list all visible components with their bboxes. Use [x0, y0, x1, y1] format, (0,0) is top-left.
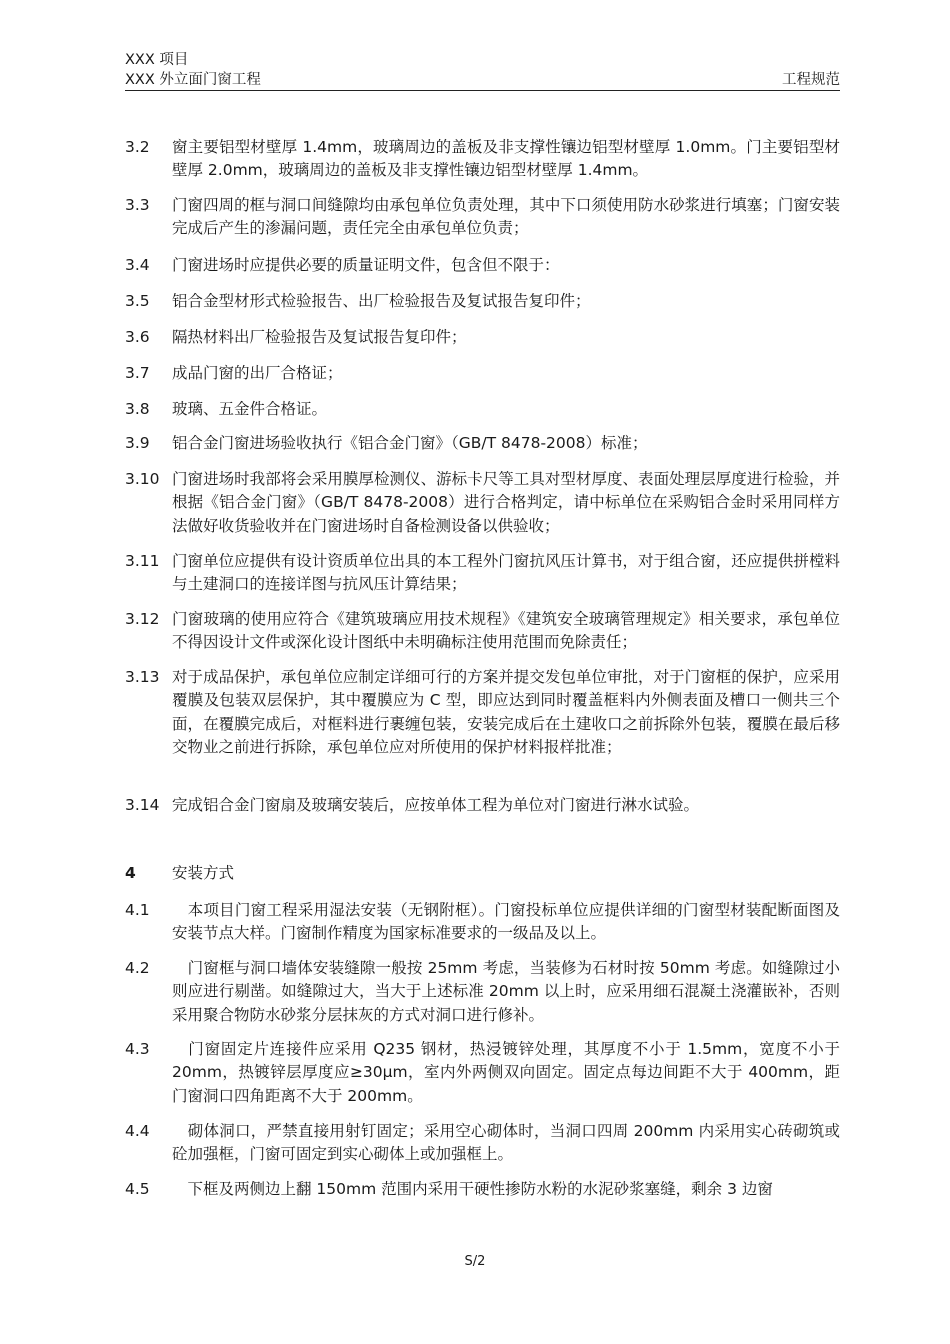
clause-number: 4.3	[125, 1040, 150, 1058]
clause-number: 3.5	[125, 292, 150, 310]
header-doc-type: 工程规范	[782, 72, 840, 88]
clause-text: 门窗固定片连接件应采用 Q235 钢材，热浸镀锌处理，其厚度不小于 1.5mm，宽度不小于 20mm，热镀锌层厚度应≥30μm，室内外两侧双向固定。固定点每边间距不大于 400mm，距门窗洞口四角距离不大于 200mm。	[172, 1040, 840, 1105]
clause-number: 3.14	[125, 796, 160, 814]
clause-number: 3.4	[125, 256, 150, 274]
clause-text: 完成铝合金门窗扇及玻璃安装后，应按单体工程为单位对门窗进行淋水试验。	[172, 796, 700, 814]
clause-number: 4.2	[125, 959, 150, 977]
clause-text: 门窗框与洞口墙体安装缝隙一般按 25mm 考虑，当装修为石材时按 50mm 考虑。如缝隙过小则应进行剔凿。如缝隙过大，当大于上述标准 20mm 以上时，应采用细石混凝土浇灌嵌补，否则采用聚合物防水砂浆分层抹灰的方式对洞口进行修补。	[172, 959, 840, 1024]
clause-number: 3.2	[125, 138, 150, 156]
clause-number: 3.7	[125, 364, 150, 382]
clause-number: 3.10	[125, 470, 160, 488]
clause-text: 玻璃、五金件合格证。	[172, 400, 328, 418]
clause-text: 对于成品保护，承包单位应制定详细可行的方案并提交发包单位审批，对于门窗框的保护，应采用覆膜及包装双层保护，其中覆膜应为 C 型，即应达到同时覆盖框料内外侧表面及槽口一侧共三个面，在覆膜完成后，对框料进行裹缠包装，安装完成后在土建收口之前拆除外包装，覆膜在最后移交物业之前进行拆除，承包单位应对所使用的保护材料报样批准；	[172, 668, 840, 756]
clause-number: 4.1	[125, 901, 150, 919]
header-subtitle: XXX 外立面门窗工程	[125, 72, 261, 88]
header-project: XXX 项目	[125, 52, 189, 68]
clause-number: 3.13	[125, 668, 160, 686]
clause-text: 门窗进场时我部将会采用膜厚检测仪、游标卡尺等工具对型材厚度、表面处理层厚度进行检验，并根据《铝合金门窗》（GB/T 8478-2008）进行合格判定，请中标单位在采购铝合金时采用同样方法做好收货验收并在门窗进场时自备检测设备以供验收；	[172, 470, 840, 535]
clause-text: 门窗进场时应提供必要的质量证明文件，包含但不限于：	[172, 256, 560, 274]
clause-number: 3.6	[125, 328, 150, 346]
clause-text: 窗主要铝型材壁厚 1.4mm，玻璃周边的盖板及非支撑性镶边铝型材壁厚 1.0mm。门主要铝型材壁厚 2.0mm，玻璃周边的盖板及非支撑性镶边铝型材壁厚 1.4mm。	[172, 138, 840, 180]
section-title: 安装方式	[172, 864, 235, 882]
clause-text: 门窗单位应提供有设计资质单位出具的本工程外门窗抗风压计算书，对于组合窗，还应提供拼樘料与土建洞口的连接详图与抗风压计算结果；	[172, 552, 840, 594]
section-number: 4	[125, 864, 136, 882]
clause-text: 本项目门窗工程采用湿法安装（无钢附框）。门窗投标单位应提供详细的门窗型材装配断面图及安装节点大样。门窗制作精度为国家标准要求的一级品及以上。	[172, 901, 840, 943]
page-header	[125, 46, 840, 91]
clause-text: 铝合金型材形式检验报告、出厂检验报告及复试报告复印件；	[172, 292, 591, 310]
clause-number: 3.11	[125, 552, 160, 570]
clause-text: 砌体洞口，严禁直接用射钉固定；采用空心砌体时，当洞口四周 200mm 内采用实心砖砌筑或砼加强框，门窗可固定到实心砌体上或加强框上。	[172, 1122, 840, 1164]
clause-number: 4.4	[125, 1122, 150, 1140]
clause-number: 3.8	[125, 400, 150, 418]
clause-text: 下框及两侧边上翻 150mm 范围内采用干硬性掺防水粉的水泥砂浆塞缝，剩余 3 边窗	[172, 1180, 773, 1198]
clause-text: 门窗玻璃的使用应符合《建筑玻璃应用技术规程》《建筑安全玻璃管理规定》相关要求，承包单位不得因设计文件或深化设计图纸中未明确标注使用范围而免除责任；	[172, 610, 840, 652]
clause-number: 3.3	[125, 196, 150, 214]
clause-number: 3.9	[125, 434, 150, 452]
clause-number: 4.5	[125, 1180, 150, 1198]
clause-text: 隔热材料出厂检验报告及复试报告复印件；	[172, 328, 467, 346]
clause-text: 门窗四周的框与洞口间缝隙均由承包单位负责处理，其中下口须使用防水砂浆进行填塞；门窗安装完成后产生的渗漏问题，责任完全由承包单位负责；	[172, 196, 840, 238]
clause-text: 铝合金门窗进场验收执行《铝合金门窗》（GB/T 8478-2008）标准；	[172, 434, 648, 452]
clause-text: 成品门窗的出厂合格证；	[172, 364, 343, 382]
page-number: S/2	[464, 1254, 486, 1269]
clause-number: 3.12	[125, 610, 160, 628]
